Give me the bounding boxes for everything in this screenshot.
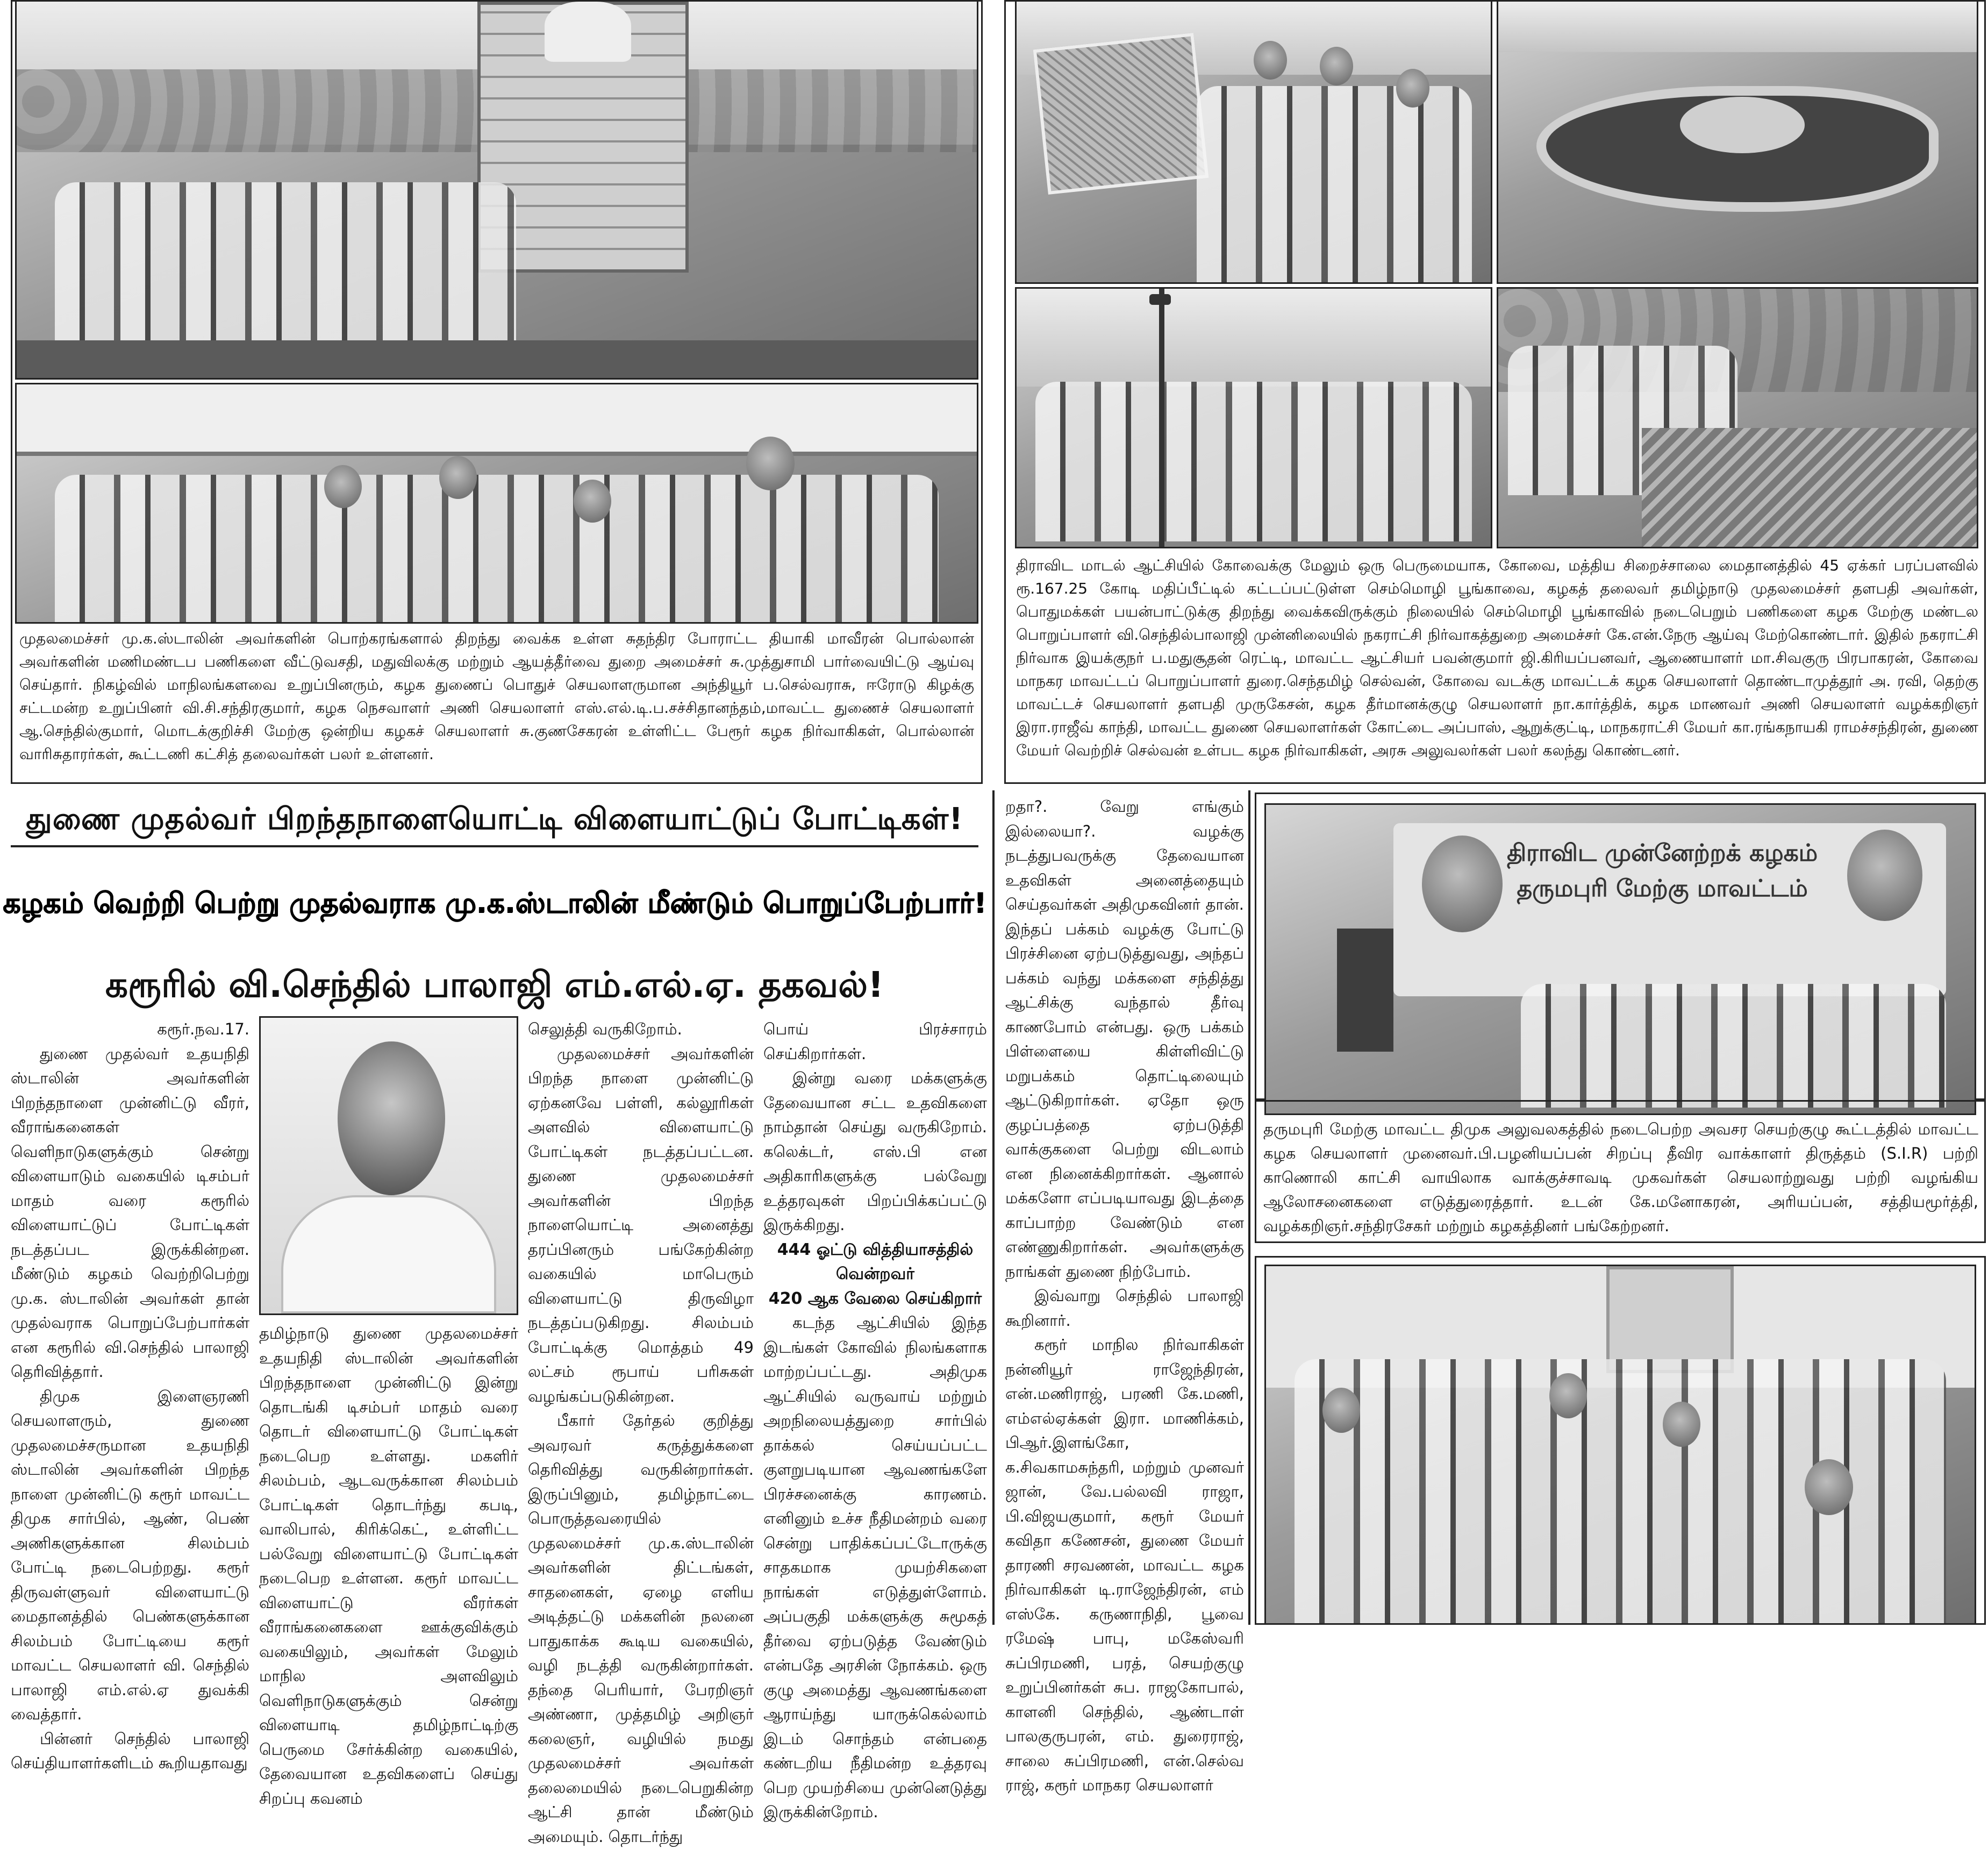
col5-paragraph: றதா?. வேறு எங்கும் இல்லையா?. வழக்கு நடத்துபவருக்கு தேவையான உதவிகள் அனைத்தையும் செய்தவர்கள் அதிமுகவினர் தான். இந்தப் பக்கம் வழக்கு போட்டு பிரச்சினை ஏற்படுத்துவது, அந்தப் பக்கம் வந்து மக்களை சந்தித்து ஆட்சிக்கு வந்தால் தீர்வு காணபோம் என்பது. ஒரு பக்கம் பிள்ளையை கிள்ளிவிட்டு மறுபக்கம் தொட்டிலையும் ஆட்டுகிறார்கள். ஏதோ ஒரு குழப்பத்தை ஏற்படுத்தி வாக்குகளை பெற்று விடலாம் என நினைக்கிறார்கள். ஆனால் மக்களோ எப்படியாவது இடத்தை காப்பாற்ற வேண்டும் என எண்ணுகிறார்கள். அவர்களுக்கு நாங்கள் துணை நிற்போம். [1005,797,1244,1281]
col3-paragraph: முதலமைச்சர் அவர்களின் பிறந்த நாளை முன்னிட்டு ஏற்கனவே பள்ளி, கல்லூரிகள் அளவில் விளையாட்டு போட்டிகள் நடத்தப்பட்டன. துணை முதலமைச்சர் அவர்களின் பிறந்த நாளையொட்டி அனைத்து தரப்பினரும் பங்கேற்கின்ற வகையில் மாபெரும் விளையாட்டு திருவிழா நடத்தப்படுகிறது. சிலம்பம் போட்டிக்கு மொத்தம் 49 லட்சம் ரூபாய் பரிசுகள் வழங்கப்படுகின்றன. [528,1044,754,1405]
column-divider [992,790,995,1625]
col3-paragraph: பீகார் தேர்தல் குறித்து அவரவர் கருத்துக்களை தெரிவித்து வருகின்றார்கள். இருப்பினும், தமிழ்நாட்டை பொருத்தவரையில் முதலமைச்சர் மு.க.ஸ்டாலின் அவர்களின் திட்டங்கள், சாதனைகள், ஏழை எளிய அடித்தட்டு மக்களின் நலனை பாதுகாக்க கூடிய வகையில், வழி நடத்தி வருகின்றார்கள். தந்தை பெரியார், பேரறிஞர் அண்ணா, முத்தமிழ் அறிஞர் கலைஞர், வழியில் நமது முதலமைச்சர் அவர்கள் தலைமையில் நடைபெறுகின்ற ஆட்சி தான் மீண்டும் அமையும். தொடர்ந்து [528,1411,754,1846]
park-pond-photo [1497,0,1978,284]
dharmapuri-caption-frame [1255,1100,1986,1243]
article-dateline: கரூர்.நவ.17. [157,1020,249,1038]
article-subhead: கரூரில் வி.செந்தில் பாலாஜி எம்.எல்.ஏ. தகவல்! [105,964,884,1005]
top-right-caption: திராவிட மாடல் ஆட்சியில் கோவைக்கு மேலும் ஒரு பெருமையாக, கோவை, மத்திய சிறைச்சாலை மைதானத்தில் 45 ஏக்கர் பரப்பளவில் ரூ.167.25 கோடி மதிப்பீட்டில் கட்டப்பட்டுள்ள செம்மொழி பூங்காவை, கழகத் தலைவர் தமிழ்நாடு முதலமைச்சர் தளபதி அவர்கள், பொதுமக்கள் பயன்பாட்டுக்கு திறந்து வைக்கவிருக்கும் நிலையில் செம்மொழி பூங்காவில் நடைபெறும் பணிகளை கழக மேற்கு மண்டல பொறுப்பாளர் வி.செந்தில்பாலாஜி முன்னிலையில் நகராட்சி நிர்வாகத்துறை அமைச்சர் கே.என்.நேரு ஆய்வு மேற்கொண்டார். இதில் நகராட்சி நிர்வாக இயக்குநர் ப.மதுசூதன் ரெட்டி, மாவட்ட ஆட்சியர் பவன்குமார் ஜி.கிரியப்பனவர், ஆணையாளர் மா.சிவகுரு பிரபாகரன், கோவை மாநகர மாவட்டப் பொறுப்பாளர் துரை.செந்தமிழ் செல்வன், கோவை வடக்கு மாவட்டக் கழக செயலாளர் தொண்டாமுத்தூர் அ. ரவி, தெற்கு மாவட்டச் செயலாளர் தளபதி முருகேசன், கழக தீர்மானக்குழு செயலாளர் நா.கார்த்திக், கழக மாணவர் அணி செயலாளர் வழக்கறிஞர் இரா.ராஜீவ் காந்தி, மாவட்ட துணை செயலாளர்கள் கோட்டை அப்பாஸ், ஆறுக்குட்டி, மாநகராட்சி மேயர் கா.ரங்கநாயகி ராமச்சந்திரன், துணை மேயர் வெற்றிச் செல்வன் உள்பட கழக நிர்வாகிகள், அரசு அலுவலர்கள் பலர் கலந்து கொண்டனர். [1016,556,1978,759]
banner-text [1507,836,1818,906]
portrait-column-text: தமிழ்நாடு துணை முதலமைச்சர் உதயநிதி ஸ்டாலின் அவர்களின் பிறந்தநாளை முன்னிட்டு இன்று தொடங்கி டிசம்பர் மாதம் வரை தொடர் விளையாட்டு போட்டிகள் நடைபெற உள்ளது. மகளிர் சிலம்பம், ஆடவருக்கான சிலம்பம் போட்டிகள் தொடர்ந்து கபடி, வாலிபால், கிரிக்கெட், உள்ளிட்ட பல்வேறு விளையாட்டு போட்டிகள் நடைபெற உள்ளன. கரூர் மாவட்ட விளையாட்டு வீரர்கள் வீராங்கனைகளை ஊக்குவிக்கும் வகையிலும், அவர்கள் மேலும் மாநில அளவிலும் வெளிநாடுகளுக்கும் சென்று விளையாடி தமிழ்நாட்டிற்கு பெருமை சேர்க்கின்ற வகையில், தேவையான உதவிகளைப் செய்து சிறப்பு கவனம் [259,1324,518,1808]
col4-subtitle: 420 ஆக வேலை செய்கிறார் [768,1289,982,1308]
col4-paragraph: பொய் பிரச்சாரம் செய்கிறார்கள். [763,1020,987,1063]
park-walkway-photo [1497,287,1978,548]
article-column-1 [11,1017,249,1772]
col4-paragraph: கடந்த ஆட்சியில் இந்த இடங்கள் கோவில் நிலங்களாக மாற்றப்பட்டது. அதிமுக ஆட்சியில் வருவாய் மற்றும் அறநிலையத்துறை சார்பில் தாக்கல் செய்யப்பட்ட குளறுபடியான ஆவணங்களே பிரச்சனைக்கு காரணம். எனினும் உச்ச நீதிமன்றம் வரை சென்று பாதிக்கப்பட்டோருக்கு சாதகமாக முயற்சிகளை நாங்கள் எடுத்துள்ளோம். அப்பகுதி மக்களுக்கு சுமூகத் தீர்வை ஏற்படுத்த வேண்டும் என்பதே அரசின் நோக்கம். ஒரு குழு அமைத்து ஆவணங்களை ஆராய்ந்து யாருக்கெல்லாம் இடம் சொந்தம் என்பதை கண்டறிய நீதிமன்ற உத்தரவு பெற முயற்சியை முன்னெடுத்து இருக்கின்றோம். [763,1313,987,1821]
officials-group-photo [1015,287,1492,548]
col5-paragraph: கரூர் மாநில நிர்வாகிகள் நன்னியூர் ராஜேந்திரன், என்.மணிராஜ், பரணி கே.மணி, எம்எல்ஏக்கள் இரா. மாணிக்கம், பிஆர்.இளங்கோ, க.சிவகாமசுந்தரி, மற்றும் முனவர் ஜான், வே.பல்லவி ராஜா, பி.விஜயகுமார், கரூர் மேயர் கவிதா கணேசன், துணை மேயர் தாரணி சரவணன், மாவட்ட கழக நிர்வாகிகள் டி.ராஜேந்திரன், எம் எஸ்கே. கருணாநிதி, பூவை ரமேஷ் பாபு, மகேஸ்வரி சுப்பிரமணி, பரத், செயற்குழு உறுப்பினர்கள் சுப. ராஜகோபால், காளனி செந்தில், ஆண்டாள் பாலகுருபரன், எம். துரைராஜ், சாலை சுப்பிரமணி, என்.செல்வ ராஜ், கரூர் மாநகர செயலாளர் [1005,1336,1244,1794]
article-kicker: துணை முதல்வர் பிறந்தநாளையொட்டி விளையாட்டுப் போட்டிகள்! [26,802,963,837]
senthil-balaji-portrait [259,1016,518,1315]
article-headline: கழகம் வெற்றி பெற்று முதல்வராக மு.க.ஸ்டாலின் மீண்டும் பொறுப்பேற்பார்! [2,887,987,919]
article-column-5 [1005,795,1244,1794]
banner-line-2: தருமபுரி மேற்கு மாவட்டம் [1517,875,1808,903]
article-column-3 [528,1017,754,1846]
statue-construction-photo [15,0,978,380]
col4-subtitle: 444 ஓட்டு வித்தியாசத்தில் வென்றவர் [777,1240,974,1283]
article-column-4 [763,1017,987,1821]
kicker-rule [11,845,978,847]
col1-paragraph: பின்னர் செந்தில் பாலாஜி செய்தியாளர்களிடம் கூறியதாவது [11,1729,249,1772]
minister-inspection-photo [15,383,978,624]
column-divider [1248,790,1250,1625]
banner-line-1: திராவிட முன்னேற்றக் கழகம் [1507,839,1818,867]
dharmapuri-caption: தருமபுரி மேற்கு மாவட்ட திமுக அலுவலகத்தில் நடைபெற்ற அவசர செயற்குழு கூட்டத்தில் மாவட்ட கழக செயலாளர் முனைவர்.பி.பழனியப்பன் சிறப்பு தீவிர வாக்காளர் திருத்தம் (S.I.R) பற்றி காணொலி காட்சி வாயிலாக வாக்குச்சாவடி முகவர்கள் செயலாற்றுவது பற்றி வழங்கிய ஆலோசனைகளை எடுத்துரைத்தார். உடன் கே.மனோகரன், அரியப்பன், சத்தியமூர்த்தி, வழக்கறிஞர்.சந்திரசேகர் மற்றும் கழகத்தினர் பங்கேற்றனர். [1263,1120,1978,1235]
col1-paragraph: துணை முதல்வர் உதயநிதி ஸ்டாலின் அவர்களின் பிறந்தநாளை முன்னிட்டு வீரர், வீராங்கனைகள் வெளிநாடுகளுக்கும் சென்று விளையாடும் வகையில் டிசம்பர் மாதம் வரை கரூரில் விளையாட்டுப் போட்டிகள் நடத்தப்பட இருக்கின்றன. மீண்டும் கழகம் வெற்றிபெற்று மு.க. ஸ்டாலின் அவர்கள் தான் முதல்வராக பொறுப்பேற்பார்கள் என கரூரில் வி.செந்தில் பாலாஜி தெரிவித்தார். [11,1044,249,1381]
top-left-caption: முதலமைச்சர் மு.க.ஸ்டாலின் அவர்களின் பொற்கரங்களால் திறந்து வைக்க உள்ள சுதந்திர போராட்ட தியாகி மாவீரன் பொல்லான் அவர்களின் மணிமண்டப பணிகளை வீட்டுவசதி, மதுவிலக்கு மற்றும் ஆயத்தீர்வை துறை அமைச்சர் சு.முத்துசாமி பார்வையிட்டு ஆய்வு செய்தார். நிகழ்வில் மாநிலங்களவை உறுப்பினரும், கழக துணைப் பொதுச் செயலாளருமான அந்தியூர் ப.செல்வராசு, ஈரோடு கிழக்கு சட்டமன்ற உறுப்பினர் வி.சி.சந்திரகுமார், கழக நெசவாளர் அணி செயலாளர் எஸ்.எல்.டி.ப.சச்சிதானந்தம்,மாவட்ட துணைச் செயலாளர் ஆ.செந்தில்குமார், மொடக்குறிச்சி மேற்கு ஒன்றிய கழகச் செயலாளர் சு.குணசேகரன் உள்ளிட்ட பேரூர் கழக நிர்வாகிகள், பொல்லான் வாரிசுதாரர்கள், கூட்டணி கட்சித் தலைவர்கள் பலர் உள்ளனர். [19,630,974,763]
col5-paragraph: இவ்வாறு செந்தில் பாலாஜி கூறினார். [1005,1287,1244,1330]
col3-paragraph: செலுத்தி வருகிறோம். [528,1020,682,1038]
col4-paragraph: இன்று வரை மக்களுக்கு தேவையான சட்ட உதவிகளை நாம்தான் செய்து வருகிறோம். கலெக்டர், எஸ்.பி என அதிகாரிகளுக்கு பல்வேறு உத்தரவுகள் பிறப்பிக்கப்பட்டு இருக்கிறது. [763,1069,987,1234]
dharmapuri-meeting-photo [1264,803,1976,1115]
karur-gathering-photo [1264,1265,1976,1625]
col1-paragraph: திமுக இளைஞரணி செயலாளரும், துணை முதலமைச்சருமான உதயநிதி ஸ்டாலின் அவர்களின் பிறந்த நாளை முன்னிட்டு கரூர் மாவட்ட திமுக சார்பில், ஆண், பெண் அணிகளுக்கான சிலம்பம் போட்டி நடைபெற்றது. கரூர் திருவள்ளுவர் விளையாட்டு மைதானத்தில் பெண்களுக்கான சிலம்பம் போட்டியை கரூர் மாவட்ட செயலாளர் வி. செந்தில் பாலாஜி எம்.எல்.ஏ துவக்கி வைத்தார். [11,1387,249,1723]
park-plan-review-photo [1015,0,1492,284]
